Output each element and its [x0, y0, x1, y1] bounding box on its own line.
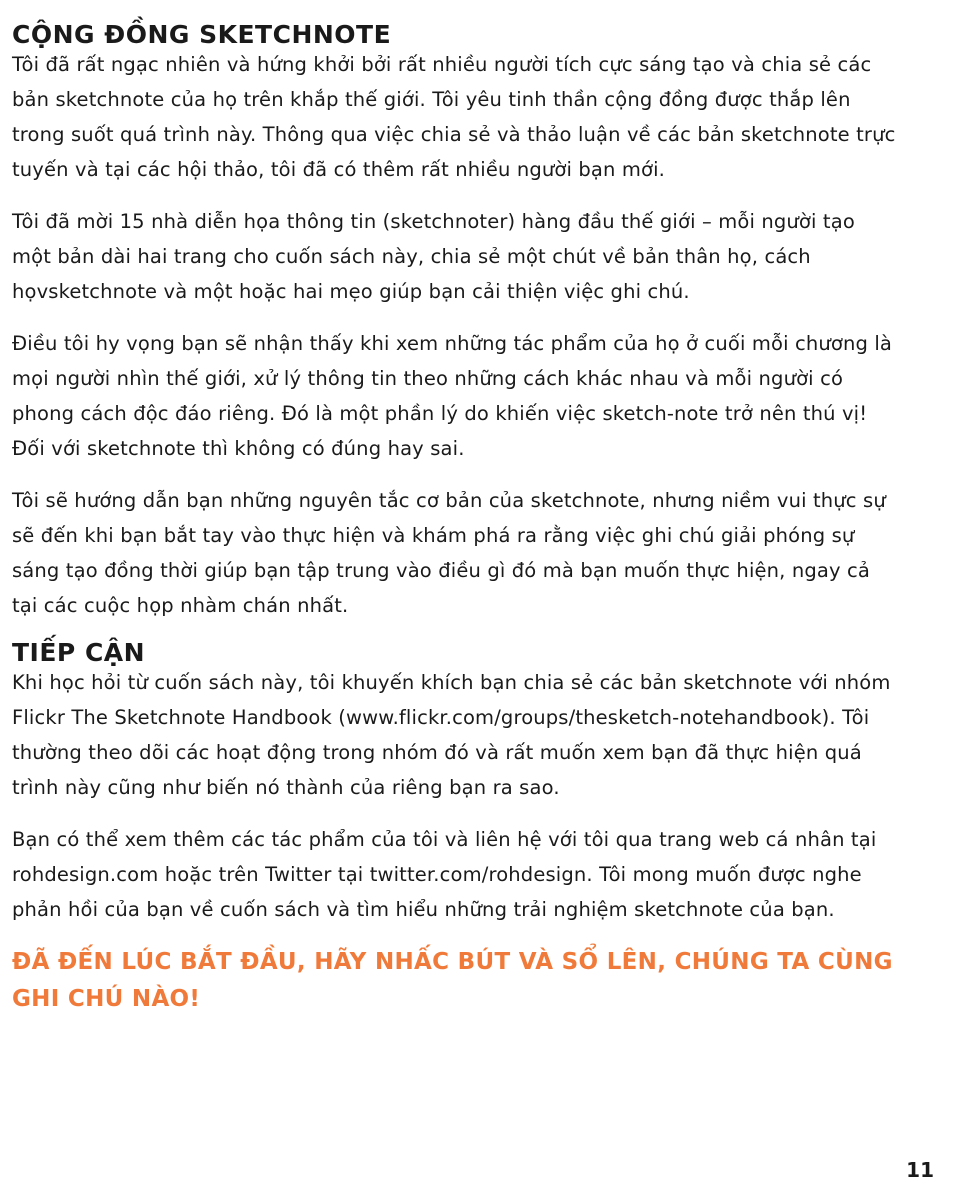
section-heading-community: CỘNG ĐỒNG SKETCHNOTE — [12, 20, 392, 49]
paragraph-approach-2: Bạn có thể xem thêm các tác phẩm của tôi và liên hệ với tôi qua trang web cá nhân tại rohdesign.com hoặc trên Twitter tại twitter.com/rohdesign. Tôi mong muốn được nghe phản hồi của bạn về cuốn sách và tìm hiểu những trải nghiệm sketchnote của bạn. — [12, 828, 877, 921]
paragraph-community-2: Tôi đã mời 15 nhà diễn họa thông tin (sketchnoter) hàng đầu thế giới – mỗi người tạo một bản dài hai trang cho cuốn sách này, chia sẻ một chút về bản thân họ, cách họvsketchnote và một hoặc hai mẹo giúp bạn cải thiện việc ghi chú. — [12, 210, 855, 303]
page-number: 11 — [906, 1158, 934, 1182]
book-page — [12, 0, 896, 1018]
paragraph-community-3: Điều tôi hy vọng bạn sẽ nhận thấy khi xem những tác phẩm của họ ở cuối mỗi chương là mọi người nhìn thế giới, xử lý thông tin theo những cách khác nhau và mỗi người có phong cách độc đáo riêng. Đó là một phần lý do khiến việc sketch-note trở nên thú vị! Đối với sketchnote thì không có đúng hay sai. — [12, 332, 893, 460]
closing-callout: ĐÃ ĐẾN LÚC BẮT ĐẦU, HÃY NHẤC BÚT VÀ SỔ LÊN, CHÚNG TA CÙNG GHI CHÚ NÀO! — [12, 949, 893, 1012]
paragraph-approach-1: Khi học hỏi từ cuốn sách này, tôi khuyến khích bạn chia sẻ các bản sketchnote với nhóm Flickr The Sketchnote Handbook (www.flickr.com/groups/thesketch-notehandbook). Tôi thường theo dõi các hoạt động trong nhóm đó và rất muốn xem bạn đã thực hiện quá trình này cũng như biến nó thành của riêng bạn ra sao. — [12, 671, 891, 799]
paragraph-community-4: Tôi sẽ hướng dẫn bạn những nguyên tắc cơ bản của sketchnote, nhưng niềm vui thực sự sẽ đến khi bạn bắt tay vào thực hiện và khám phá ra rằng việc ghi chú giải phóng sự sáng tạo đồng thời giúp bạn tập trung vào điều gì đó mà bạn muốn thực hiện, ngay cả tại các cuộc họp nhàm chán nhất. — [12, 489, 886, 617]
paragraph-community-1: Tôi đã rất ngạc nhiên và hứng khởi bởi rất nhiều người tích cực sáng tạo và chia sẻ các bản sketchnote của họ trên khắp thế giới. Tôi yêu tinh thần cộng đồng được thắp lên trong suốt quá trình này. Thông qua việc chia sẻ và thảo luận về các bản sketchnote trực tuyến và tại các hội thảo, tôi đã có thêm rất nhiều người bạn mới. — [12, 53, 896, 181]
section-heading-approach: TIẾP CẬN — [12, 638, 146, 667]
